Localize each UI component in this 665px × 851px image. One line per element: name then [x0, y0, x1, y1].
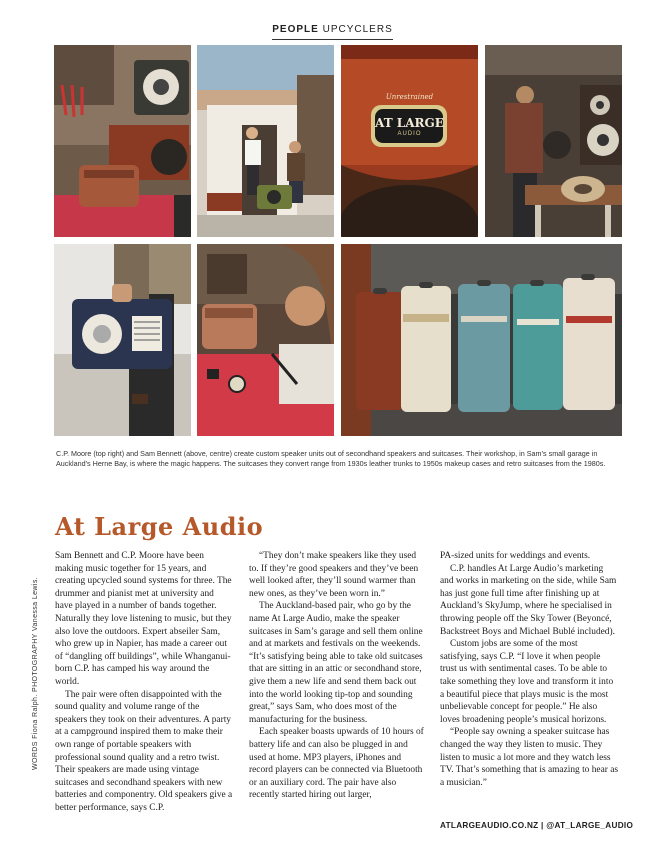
badge-main-text: AT LARGE — [375, 116, 444, 130]
section-label-upcyclers: UPCYCLERS — [322, 24, 393, 35]
footer-website[interactable]: ATLARGEAUDIO.CO.NZ | @AT_LARGE_AUDIO — [440, 821, 634, 830]
article-column-1 — [55, 550, 233, 814]
article-column-2 — [249, 550, 427, 802]
paragraph: Custom jobs are some of the most satisfying, says C.P. “I love it when people trust us with sentimental cases. To be able to take something they love and transform it into a beautiful piece that plays music is the most unbelievable concept for people.” He also loves broadening people’s musical horizons. — [440, 639, 614, 725]
paragraph: The Auckland-based pair, who go by the name At Large Audio, make the speaker suitcases in Sam’s garage and sell them online and at markets and festivals on the weekends. “It’s satisfying being able to take old suitcases that are sitting in an attic or secondhand store, give them a new life and send them back out into the world looking tip-top and sounding great,” says Sam, who does most of the manufacturing for the business. — [249, 601, 423, 725]
photo-speaker-workbench — [485, 45, 622, 237]
photo-at-large-badge — [341, 45, 478, 237]
paragraph: C.P. handles At Large Audio’s marketing and works in marketing on the side, while Sam has just gone full time after finishing up at Auckland’s SkyJump, where he specialised in throwing people off the Sky Tower (Beyoncé, Backstreet Boys and Michael Bublé included). — [440, 563, 617, 637]
section-header — [0, 24, 665, 35]
photo-caption: C.P. Moore (top right) and Sam Bennett (above, centre) create custom speaker units out of secondhand speakers and suitcases. Their workshop, in Sam’s small garage in Auckland’s Herne Bay, is where the magic happens. The suitcases they convert range from 1930s leather trunks to 1950s makeup cases and retro suitcases from the 1980s. — [56, 449, 606, 468]
article-column-3 — [440, 550, 618, 789]
photo-soldering — [197, 244, 334, 436]
header-rule — [272, 39, 393, 40]
badge-top-text: Unrestrained — [385, 93, 434, 101]
paragraph: “They don’t make speakers like they used to. If they’re good speakers and they’ve been well looked after, they’ll sound warmer than new ones, as they’ve been worn in.” — [249, 551, 419, 599]
photo-sam-and-cp-garage — [197, 45, 334, 237]
paragraph: The pair were often disappointed with the sound quality and volume range of the speakers they took on their adventures. A party at a campground inspired them to make their own range of portable speakers with professional sound quality and a retro twist. Their speakers are made using vintage suitcases and secondhand speakers with new batteries and componentry. Old speakers give a better performance, says C.P. — [55, 689, 233, 813]
paragraph: “People say owning a speaker suitcase has changed the way they listen to music. They listen to music a lot more and they watch less TV. That’s something that is amazing to hear as a musician.” — [440, 727, 619, 788]
photo-suitcase-speaker-carried — [54, 244, 191, 436]
badge-sub-text: AUDIO — [397, 131, 422, 137]
article-headline: At Large Audio — [55, 512, 264, 541]
paragraph: Sam Bennett and C.P. Moore have been making music together for 15 years, and creating upcycled sound systems for three. The drummer and pianist met at university and have played in a number of bands together. Naturally they love listening to music, but they also love the outdoors. Expert abseiler Sam, who grew up in Napier, has made a career out of “dangling off buildings”, while Whanganui-born C.P. has camped his way around the world. — [55, 551, 232, 687]
paragraph: Each speaker boasts upwards of 10 hours of battery life and can also be plugged in and used at home. MP3 players, iPhones and record players can be connected via Bluetooth or an auxiliary cord. The pair have also recently started hiring out larger, — [249, 727, 424, 801]
photo-credit: WORDS Fiona Ralph. PHOTOGRAPHY Vanessa Lewis. — [32, 576, 39, 770]
photo-workshop-suitcases — [54, 45, 191, 237]
section-label-people: PEOPLE — [272, 24, 319, 35]
paragraph: PA-sized units for weddings and events. — [440, 551, 591, 561]
photo-row-of-suitcases — [341, 244, 622, 436]
